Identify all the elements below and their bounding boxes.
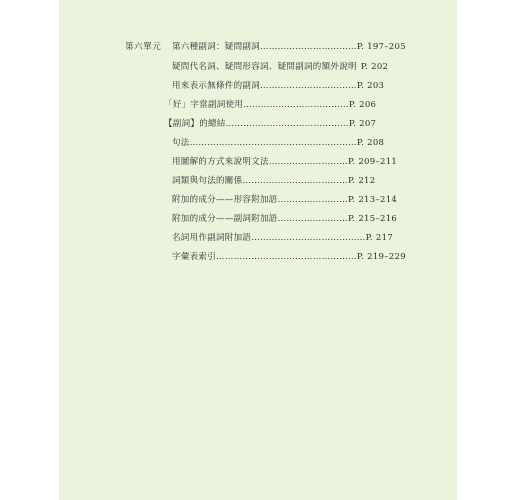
toc-entry-leader: ………………………………………… (216, 252, 357, 262)
toc-entry-leader: ………………………………… (251, 233, 366, 243)
toc-entry (172, 61, 459, 73)
toc-entry-leader: ……………………… (268, 157, 349, 167)
toc-entry-title: 【副詞】的總結 (164, 119, 226, 129)
toc-entry (172, 251, 459, 263)
toc-entry-title: 附加的成分——副詞附加語 (172, 214, 278, 224)
toc-entry-title: 名詞用作副詞附加語 (172, 233, 252, 243)
toc-entry-page: P. 206 (348, 100, 377, 110)
toc-entry (172, 80, 459, 92)
toc-entry (164, 99, 451, 111)
toc-entry-page: P. 219–229 (356, 252, 406, 262)
toc-entry-page: P. 208 (356, 138, 385, 148)
toc-entry (172, 175, 459, 187)
toc-entry-page: P. 209–211 (348, 157, 398, 167)
toc-entry (172, 194, 459, 206)
book-page (59, 0, 457, 500)
toc-entry-leader: …………………… (277, 195, 349, 205)
toc-entry-title: 用來表示無條件的副詞 (172, 81, 261, 91)
toc-entry-leader: …………………………… (260, 42, 357, 52)
table-of-contents (59, 0, 457, 500)
toc-entry-page: P. 202 (360, 62, 389, 72)
toc-entry (172, 156, 459, 168)
toc-entry-title: 附加的成分——形容附加語 (172, 195, 278, 205)
toc-entry-title: 字彙表索引 (172, 252, 217, 262)
toc-entry-title: 「好」字當副詞使用 (164, 100, 244, 110)
toc-entry-leader: ………………………………………………… (189, 138, 357, 148)
toc-entry-title: 句法 (172, 138, 190, 148)
toc-entry-page: P. 215–216 (348, 214, 398, 224)
toc-entry-title: 用圖解的方式來說明文法 (172, 157, 269, 167)
toc-entry-leader: …………………………………… (225, 119, 349, 129)
toc-entry-leader: ……………………………… (243, 100, 349, 110)
unit-label: 第六單元 (125, 42, 162, 52)
toc-entry-page: P. 203 (356, 81, 385, 91)
toc-entry-page: P. 212 (348, 176, 376, 186)
toc-entry-page: P. 197–205 (356, 42, 406, 52)
toc-entry (172, 232, 459, 244)
toc-entry-page: P. 217 (365, 233, 394, 243)
toc-entry-leader: ……………………………… (242, 176, 349, 186)
toc-entry (172, 41, 459, 53)
toc-entry-title: 第六種副詞：疑問副詞 (172, 42, 261, 52)
toc-entry-title: 疑問代名詞、疑問形容詞、疑問副詞的額外說明 (172, 62, 357, 72)
toc-entry (172, 137, 459, 149)
toc-entry (172, 213, 459, 225)
toc-entry-title: 詞類與句法的關係 (172, 176, 243, 186)
toc-entry-leader: …………………………… (260, 81, 357, 91)
toc-entry-page: P. 207 (348, 119, 377, 129)
toc-entry-page: P. 213–214 (348, 195, 398, 205)
toc-entry-leader: …………………… (277, 214, 349, 224)
toc-entry (164, 118, 451, 130)
